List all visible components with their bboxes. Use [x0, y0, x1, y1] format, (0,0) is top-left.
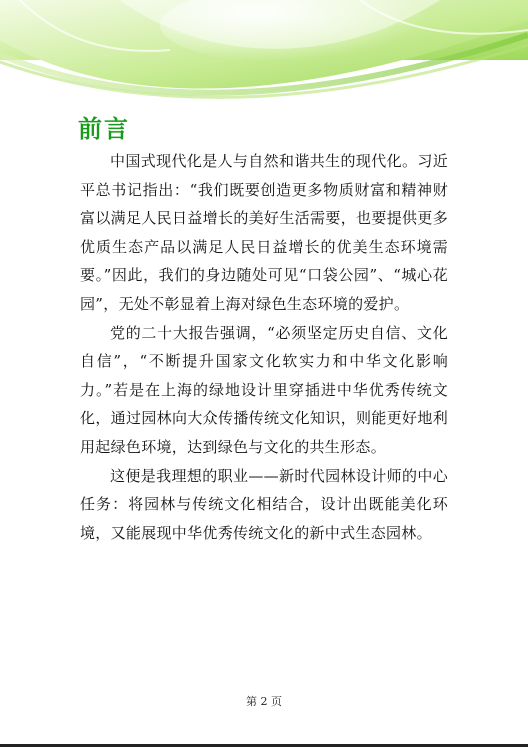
paragraph: 中国式现代化是人与自然和谐共生的现代化。习近平总书记指出：“我们既要创造更多物质财富和精神财富以满足人民日益增长的美好生活需要，也要提供更多优质生态产品以满足人民日益增长的优美生态环境需要。”因此，我们的身边随处可见“口袋公园”、“城心花园”，无处不彰显着上海对绿色生态环境的爱护。 [80, 152, 448, 313]
preface-heading: 前言 [78, 115, 130, 143]
paragraph: 党的二十大报告强调，“必须坚定历史自信、文化自信”，“不断提升国家文化软实力和中华文化影响力。”若是在上海的绿地设计里穿插进中华优秀传统文化，通过园林向大众传播传统文化知识，则能更好地利用起绿色环境，达到绿色与文化的共生形态。 [80, 323, 448, 456]
preface-body [80, 147, 448, 547]
decorative-banner [0, 0, 528, 110]
page-number: 第 2 页 [246, 695, 282, 708]
paragraph: 这便是我理想的职业——新时代园林设计师的中心任务：将园林与传统文化相结合，设计出既能美化环境，又能展现中华优秀传统文化的新中式生态园林。 [80, 466, 448, 542]
